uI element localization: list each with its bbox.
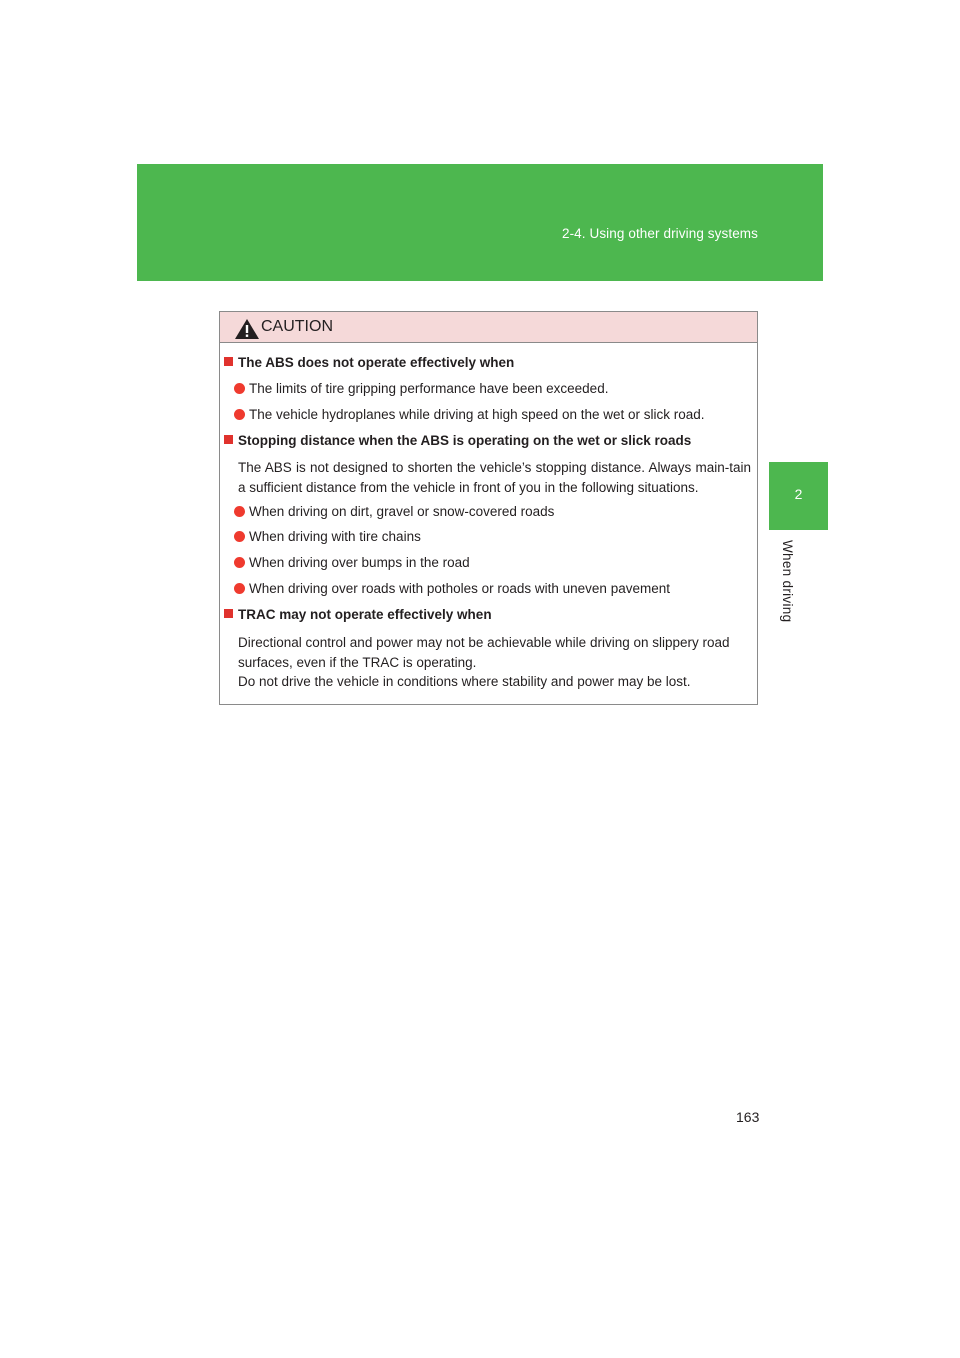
warning-triangle-icon xyxy=(234,318,260,340)
list-item xyxy=(234,529,421,544)
list-item-text: The vehicle hydroplanes while driving at high speed on the wet or slick road. xyxy=(249,407,705,422)
page-number: 163 xyxy=(736,1109,760,1125)
chapter-label xyxy=(780,540,800,640)
list-item xyxy=(234,581,670,596)
section-heading xyxy=(224,607,492,622)
paragraph: The ABS is not designed to shorten the vehicle’s stopping distance. Always main-tain a sufficient distance from the vehicle in front of you in the following situations. xyxy=(238,460,751,495)
circle-bullet-icon xyxy=(234,531,245,542)
list-item xyxy=(234,555,470,570)
square-bullet-icon xyxy=(224,435,233,444)
circle-bullet-icon xyxy=(234,409,245,420)
section-heading xyxy=(224,355,514,370)
paragraph: Directional control and power may not be achievable while driving on slippery road surfaces, even if the TRAC is operating. xyxy=(238,635,730,670)
list-item-text: When driving over bumps in the road xyxy=(249,555,470,570)
circle-bullet-icon xyxy=(234,583,245,594)
circle-bullet-icon xyxy=(234,506,245,517)
square-bullet-icon xyxy=(224,357,233,366)
paragraph: Do not drive the vehicle in conditions where stability and power may be lost. xyxy=(238,674,691,689)
list-item-text: When driving with tire chains xyxy=(249,529,421,544)
circle-bullet-icon xyxy=(234,383,245,394)
list-item-text: When driving over roads with potholes or roads with uneven pavement xyxy=(249,581,670,596)
list-item-text: When driving on dirt, gravel or snow-covered roads xyxy=(249,504,555,519)
chapter-number: 2 xyxy=(794,486,803,502)
caution-title: CAUTION xyxy=(261,318,333,335)
heading-text: TRAC may not operate effectively when xyxy=(238,607,492,622)
list-item xyxy=(234,504,554,519)
chapter-label-text: When driving xyxy=(780,540,795,623)
caution-box xyxy=(219,311,758,705)
header-band xyxy=(137,164,823,281)
list-item xyxy=(234,407,705,422)
caution-header xyxy=(220,312,757,343)
list-item-text: The limits of tire gripping performance have been exceeded. xyxy=(249,381,609,396)
square-bullet-icon xyxy=(224,609,233,618)
list-item xyxy=(234,381,608,396)
chapter-tab xyxy=(769,462,828,530)
section-heading xyxy=(224,433,691,448)
section-title: 2-4. Using other driving systems xyxy=(561,226,758,241)
heading-text: The ABS does not operate effectively when xyxy=(238,355,515,370)
heading-text: Stopping distance when the ABS is operating on the wet or slick roads xyxy=(238,433,692,448)
circle-bullet-icon xyxy=(234,557,245,568)
